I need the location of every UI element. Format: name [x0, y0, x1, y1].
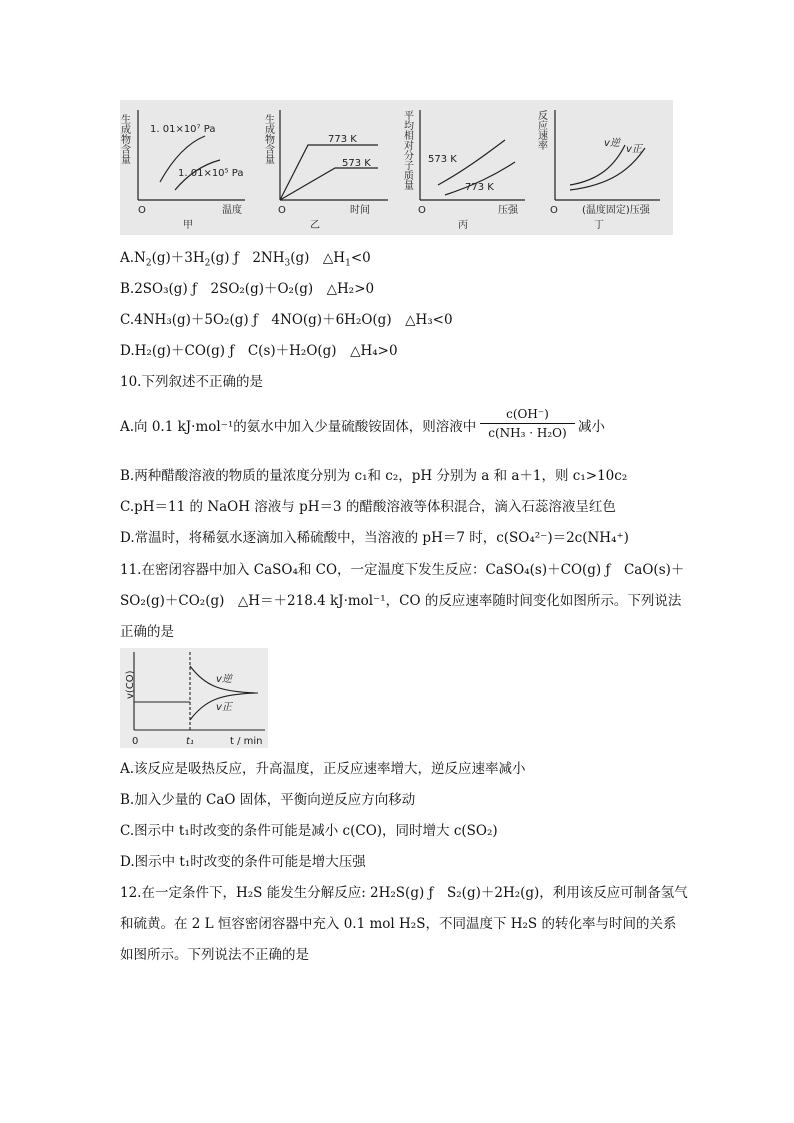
- yi-xlabel: 时间: [350, 205, 370, 216]
- q10-option-b: B.两种醋酸溶液的物质的量浓度分别为 c₁和 c₂，pH 分别为 a 和 a＋1，则 c₁>10c₂: [120, 468, 628, 484]
- q11-origin: 0: [132, 736, 139, 747]
- q10-option-d: D.常温时，将稀氨水逐滴加入稀硫酸中，当溶液的 pH＝7 时，c(SO₄²⁻)＝2c(NH₄⁺): [120, 530, 629, 546]
- yi-name: 乙: [310, 220, 320, 231]
- q11-stem-line3: 正确的是: [120, 624, 174, 640]
- q10-fraction-denominator: c(NH₃ · H₂O): [488, 426, 567, 440]
- ding-origin: O: [550, 205, 558, 216]
- jia-curve1-label: 1. 01×10⁷ Pa: [150, 124, 216, 135]
- bing-origin: O: [418, 205, 426, 216]
- q11-vzheng-label: v正: [216, 702, 232, 713]
- ding-name: 丁: [594, 220, 604, 231]
- bing-name: 丙: [458, 220, 468, 231]
- q10-option-a-pre: A.向 0.1 kJ·mol⁻¹的氨水中加入少量硫酸铵固体，则溶液中: [120, 419, 477, 435]
- q12-stem-line2: 和硫黄。在 2 L 恒容密闭容器中充入 0.1 mol H₂S，不同温度下 H₂S 的转化率与时间的关系: [120, 916, 677, 932]
- yi-origin: O: [278, 205, 286, 216]
- q10-stem: 10.下列叙述不正确的是: [120, 374, 263, 390]
- bing-xlabel: 压强: [498, 205, 518, 216]
- bing-curve2-label: 773 K: [465, 182, 494, 193]
- q9-option-a: $A.N_2(g)+3H_2(g)$ ƒ $2NH_3(g)$ $\triangle H_1<0$: [120, 250, 371, 269]
- q11-ylabel: v(CO): [125, 670, 136, 699]
- q12-stem-line3: 如图所示。下列说法不正确的是: [120, 947, 309, 963]
- q10-fraction: [480, 407, 575, 440]
- q11-xlabel: t / min: [230, 736, 263, 747]
- q9-option-c: C.4NH₃(g)＋5O₂(g) ƒ 4NO(g)＋6H₂O(g) △H₃<0: [120, 312, 453, 328]
- ding-curve2-label: v正: [626, 144, 642, 155]
- ding-curve-vni: [570, 145, 625, 185]
- bing-ylabel: 平均相对分子质量: [401, 110, 413, 190]
- q12-stem-line1: 12.在一定条件下，H₂S 能发生分解反应: 2H₂S(g) ƒ S₂(g)＋2H₂(g)，利用该反应可制备氢气: [120, 885, 688, 901]
- q11-stem-line2: SO₂(g)＋CO₂(g) △H＝＋218.4 kJ·mol⁻¹，CO 的反应速率随时间变化如图所示。下列说法: [120, 593, 682, 609]
- q9-graph-strip: [120, 100, 673, 235]
- q11-option-d: D.图示中 t₁时改变的条件可能是增大压强: [120, 854, 366, 870]
- q10-option-a-post: 减小: [578, 419, 605, 435]
- ding-curve1-label: v逆: [604, 138, 620, 149]
- q11-stem-line1: 11.在密闭容器中加入 CaSO₄和 CO，一定温度下发生反应：CaSO₄(s)＋CO(g) ƒ CaO(s)＋: [120, 562, 685, 578]
- q11-figure-svg: [120, 648, 268, 748]
- yi-curve1-label: 773 K: [328, 134, 357, 145]
- q10-fraction-numerator: c(OH⁻): [480, 407, 575, 424]
- yi-ylabel: 生成物含量: [262, 114, 274, 164]
- q11-vni-label: v逆: [216, 674, 232, 685]
- jia-ylabel: 生成物含量: [118, 114, 130, 164]
- q9-option-d: D.H₂(g)＋CO(g) ƒ C(s)＋H₂O(g) △H₄>0: [120, 343, 398, 359]
- jia-origin: O: [138, 205, 146, 216]
- q11-option-b: B.加入少量的 CaO 固体，平衡向逆反应方向移动: [120, 792, 416, 808]
- bing-curve1-label: 573 K: [428, 154, 457, 165]
- ding-ylabel: 反应速率: [535, 110, 547, 150]
- q11-figure: [120, 648, 268, 748]
- yi-curve-573: [280, 168, 378, 200]
- q11-t1-label: t₁: [186, 736, 194, 747]
- jia-xlabel: 温度: [222, 205, 242, 216]
- q9-graphs-svg: [120, 100, 673, 235]
- jia-curve2-label: 1. 01×10⁵ Pa: [178, 168, 244, 179]
- q9-option-b: B.2SO₃(g) ƒ 2SO₂(g)＋O₂(g) △H₂>0: [120, 281, 375, 297]
- q11-option-a: A.该反应是吸热反应，升高温度，正反应速率增大，逆反应速率减小: [120, 761, 526, 777]
- jia-name: 甲: [183, 220, 193, 231]
- yi-curve2-label: 573 K: [342, 158, 371, 169]
- q11-option-c: C.图示中 t₁时改变的条件可能是减小 c(CO)，同时增大 c(SO₂): [120, 823, 498, 839]
- q10-option-c: C.pH＝11 的 NaOH 溶液与 pH＝3 的醋酸溶液等体积混合，滴入石蕊溶液呈红色: [120, 499, 616, 515]
- ding-xlabel: (温度固定)压强: [582, 205, 650, 216]
